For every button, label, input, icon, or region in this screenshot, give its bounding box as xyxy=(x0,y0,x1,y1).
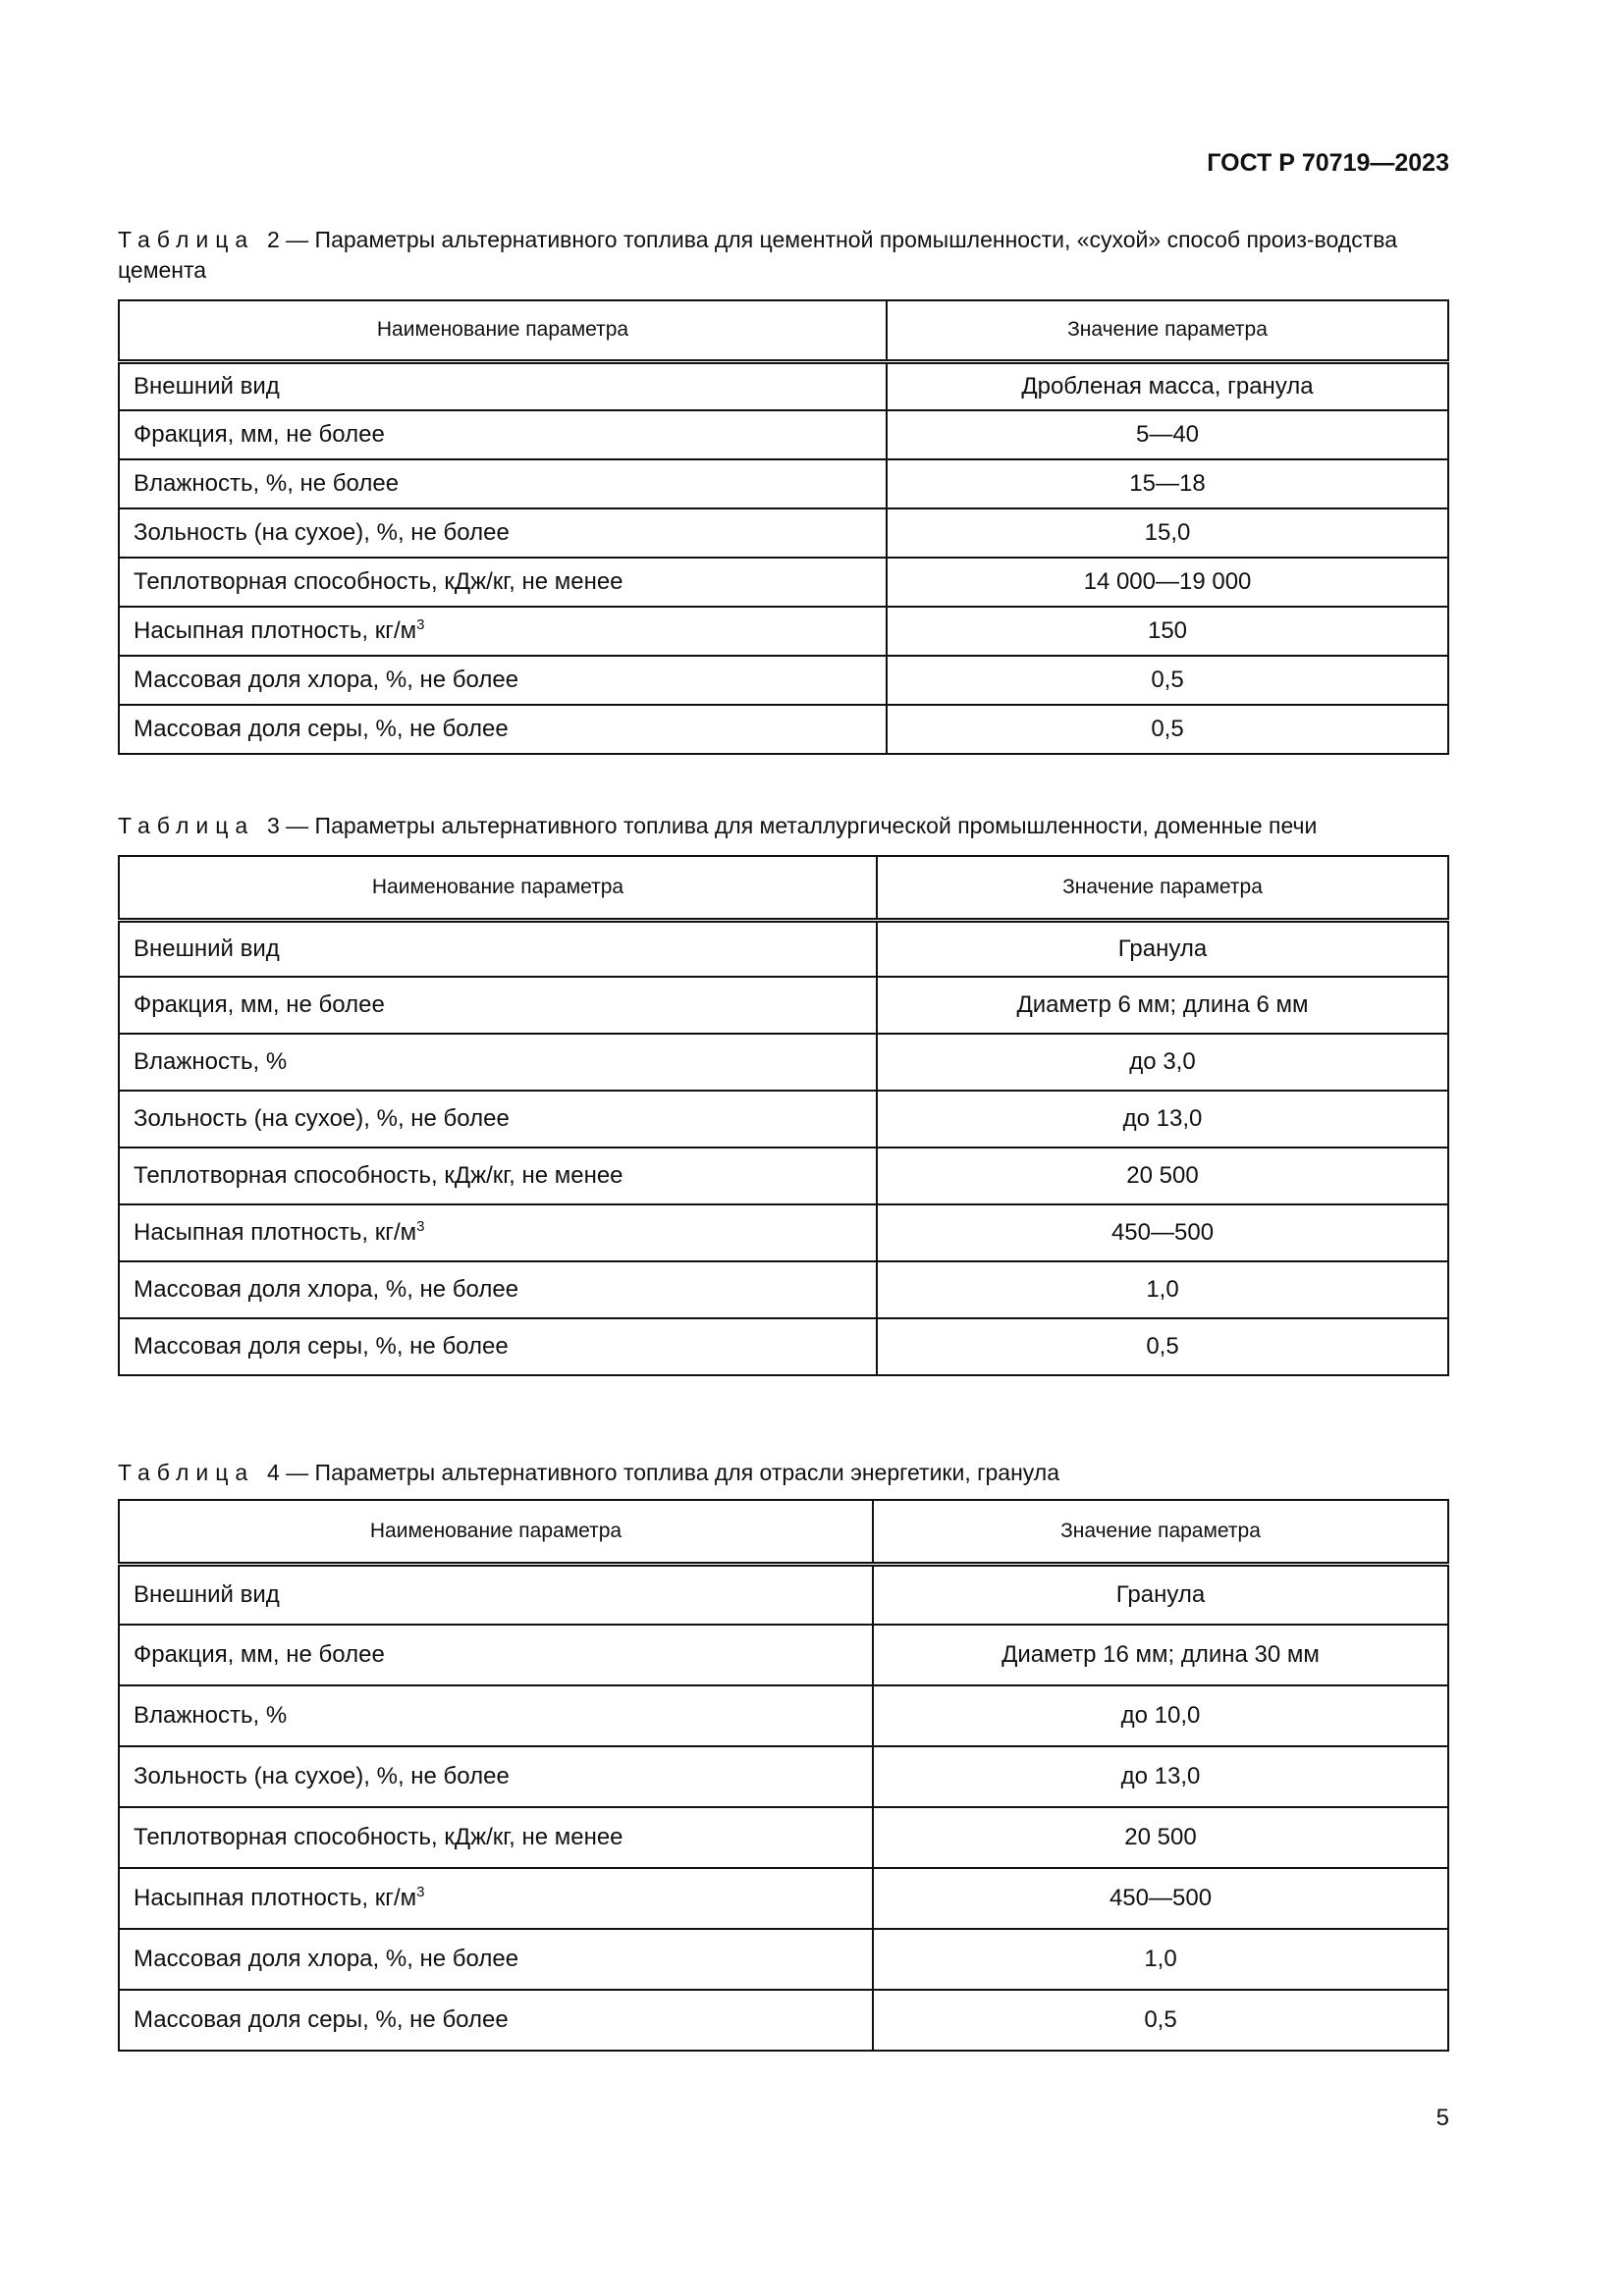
parameter-name: Массовая доля хлора, %, не более xyxy=(134,1276,519,1303)
parameter-value: 15,0 xyxy=(887,508,1448,558)
parameter-name-cell xyxy=(119,1990,873,2051)
table-row xyxy=(119,1204,1448,1261)
parameter-name-cell xyxy=(119,410,887,459)
parameter-name-cell xyxy=(119,1807,873,1868)
parameter-name: Зольность (на сухое), %, не более xyxy=(134,1105,510,1132)
parameter-value: 450—500 xyxy=(877,1204,1448,1261)
table-3 xyxy=(118,855,1449,1376)
parameter-value: 20 500 xyxy=(873,1807,1448,1868)
parameter-value: 20 500 xyxy=(877,1148,1448,1204)
table-4-caption xyxy=(118,1458,1449,1488)
table-row xyxy=(119,1034,1448,1091)
column-header-value: Значение параметра xyxy=(877,856,1448,920)
table-3-prefix: Таблица xyxy=(118,813,255,838)
parameter-name-cell xyxy=(119,361,887,410)
parameter-name: Насыпная плотность, кг/м xyxy=(134,1219,417,1246)
parameter-name: Фракция, мм, не более xyxy=(134,991,385,1018)
parameter-name: Влажность, %, не более xyxy=(134,470,400,497)
table-row xyxy=(119,361,1448,410)
table-2-prefix: Таблица xyxy=(118,227,255,252)
parameter-name: Массовая доля серы, %, не более xyxy=(134,716,509,742)
table-row xyxy=(119,920,1448,977)
parameter-name-cell xyxy=(119,1564,873,1625)
parameter-value: 0,5 xyxy=(877,1318,1448,1375)
parameter-name-cell xyxy=(119,1204,877,1261)
parameter-name-cell xyxy=(119,920,877,977)
table-4-title: 4 — Параметры альтернативного топлива для отрасли энергетики, гранула xyxy=(266,1460,1060,1485)
parameter-value: до 3,0 xyxy=(877,1034,1448,1091)
parameter-name: Влажность, % xyxy=(134,1702,288,1729)
table-4-prefix: Таблица xyxy=(118,1460,255,1485)
table-row xyxy=(119,459,1448,508)
parameter-name-cell xyxy=(119,558,887,607)
parameter-name: Массовая доля серы, %, не более xyxy=(134,2006,509,2033)
parameter-value: Гранула xyxy=(873,1564,1448,1625)
parameter-value: 5—40 xyxy=(887,410,1448,459)
parameter-name-cell xyxy=(119,508,887,558)
parameter-value: 0,5 xyxy=(873,1990,1448,2051)
table-2-caption xyxy=(118,225,1449,286)
parameter-name: Внешний вид xyxy=(134,1580,280,1608)
parameter-name-cell xyxy=(119,977,877,1034)
table-row xyxy=(119,1868,1448,1929)
parameter-name: Массовая доля хлора, %, не более xyxy=(134,1946,519,1972)
table-row xyxy=(119,1148,1448,1204)
parameter-name: Теплотворная способность, кДж/кг, не менее xyxy=(134,1162,623,1189)
table-row xyxy=(119,1564,1448,1625)
parameter-name: Теплотворная способность, кДж/кг, не менее xyxy=(134,568,623,595)
parameter-name-cell xyxy=(119,1091,877,1148)
parameter-name-cell xyxy=(119,1148,877,1204)
parameter-name-cell xyxy=(119,1685,873,1746)
table-row xyxy=(119,977,1448,1034)
table-row xyxy=(119,410,1448,459)
unit-superscript: 3 xyxy=(416,616,425,633)
table-row xyxy=(119,1807,1448,1868)
table-row xyxy=(119,558,1448,607)
parameter-value: 0,5 xyxy=(887,705,1448,754)
parameter-name-cell xyxy=(119,705,887,754)
table-row xyxy=(119,508,1448,558)
column-header-name: Наименование параметра xyxy=(119,856,877,920)
parameter-name: Массовая доля хлора, %, не более xyxy=(134,667,519,693)
parameter-name-cell xyxy=(119,1318,877,1375)
parameter-value: Дробленая масса, гранула xyxy=(887,361,1448,410)
unit-superscript: 3 xyxy=(416,1218,425,1235)
parameter-value: 150 xyxy=(887,607,1448,656)
parameter-value: 14 000—19 000 xyxy=(887,558,1448,607)
parameter-name-cell xyxy=(119,459,887,508)
table-row xyxy=(119,1929,1448,1990)
table-2 xyxy=(118,299,1449,755)
table-4 xyxy=(118,1499,1449,2052)
unit-superscript: 3 xyxy=(416,1884,425,1900)
page-number: 5 xyxy=(1435,2105,1449,2131)
parameter-value: 0,5 xyxy=(887,656,1448,705)
parameter-value: до 13,0 xyxy=(873,1746,1448,1807)
table-2-title: 2 — Параметры альтернативного топлива для цементной промышленности, «сухой» способ произ-водства цемента xyxy=(118,227,1397,283)
parameter-name: Влажность, % xyxy=(134,1048,288,1075)
table-row xyxy=(119,1746,1448,1807)
parameter-value: Диаметр 6 мм; длина 6 мм xyxy=(877,977,1448,1034)
parameter-name: Насыпная плотность, кг/м xyxy=(134,1885,417,1911)
parameter-name-cell xyxy=(119,1261,877,1318)
parameter-name-cell xyxy=(119,607,887,656)
parameter-name-cell xyxy=(119,656,887,705)
table-3-caption xyxy=(118,811,1449,841)
parameter-name: Фракция, мм, не более xyxy=(134,1641,385,1668)
parameter-name-cell xyxy=(119,1929,873,1990)
parameter-name: Насыпная плотность, кг/м xyxy=(134,617,417,644)
parameter-name-cell xyxy=(119,1868,873,1929)
table-row xyxy=(119,1990,1448,2051)
parameter-name: Фракция, мм, не более xyxy=(134,421,385,448)
parameter-name: Зольность (на сухое), %, не более xyxy=(134,519,510,546)
parameter-name: Зольность (на сухое), %, не более xyxy=(134,1763,510,1789)
parameter-value: Диаметр 16 мм; длина 30 мм xyxy=(873,1625,1448,1685)
parameter-value: 450—500 xyxy=(873,1868,1448,1929)
parameter-value: 1,0 xyxy=(873,1929,1448,1990)
parameter-name: Массовая доля серы, %, не более xyxy=(134,1333,509,1360)
column-header-name: Наименование параметра xyxy=(119,300,887,361)
parameter-value: до 10,0 xyxy=(873,1685,1448,1746)
parameter-name: Внешний вид xyxy=(134,934,280,962)
table-row xyxy=(119,1261,1448,1318)
standard-number: ГОСТ Р 70719—2023 xyxy=(1207,149,1449,177)
table-row xyxy=(119,1091,1448,1148)
parameter-name-cell xyxy=(119,1746,873,1807)
table-row xyxy=(119,1685,1448,1746)
parameter-name: Теплотворная способность, кДж/кг, не менее xyxy=(134,1824,623,1850)
table-row xyxy=(119,1625,1448,1685)
table-3-title: 3 — Параметры альтернативного топлива для металлургической промышленности, доменные печи xyxy=(266,813,1318,838)
column-header-name: Наименование параметра xyxy=(119,1500,873,1564)
parameter-value: Гранула xyxy=(877,920,1448,977)
table-row xyxy=(119,656,1448,705)
parameter-value: 15—18 xyxy=(887,459,1448,508)
parameter-name-cell xyxy=(119,1625,873,1685)
parameter-value: до 13,0 xyxy=(877,1091,1448,1148)
table-row xyxy=(119,1318,1448,1375)
parameter-value: 1,0 xyxy=(877,1261,1448,1318)
parameter-name: Внешний вид xyxy=(134,372,280,400)
parameter-name-cell xyxy=(119,1034,877,1091)
column-header-value: Значение параметра xyxy=(873,1500,1448,1564)
table-row xyxy=(119,705,1448,754)
table-row xyxy=(119,607,1448,656)
column-header-value: Значение параметра xyxy=(887,300,1448,361)
